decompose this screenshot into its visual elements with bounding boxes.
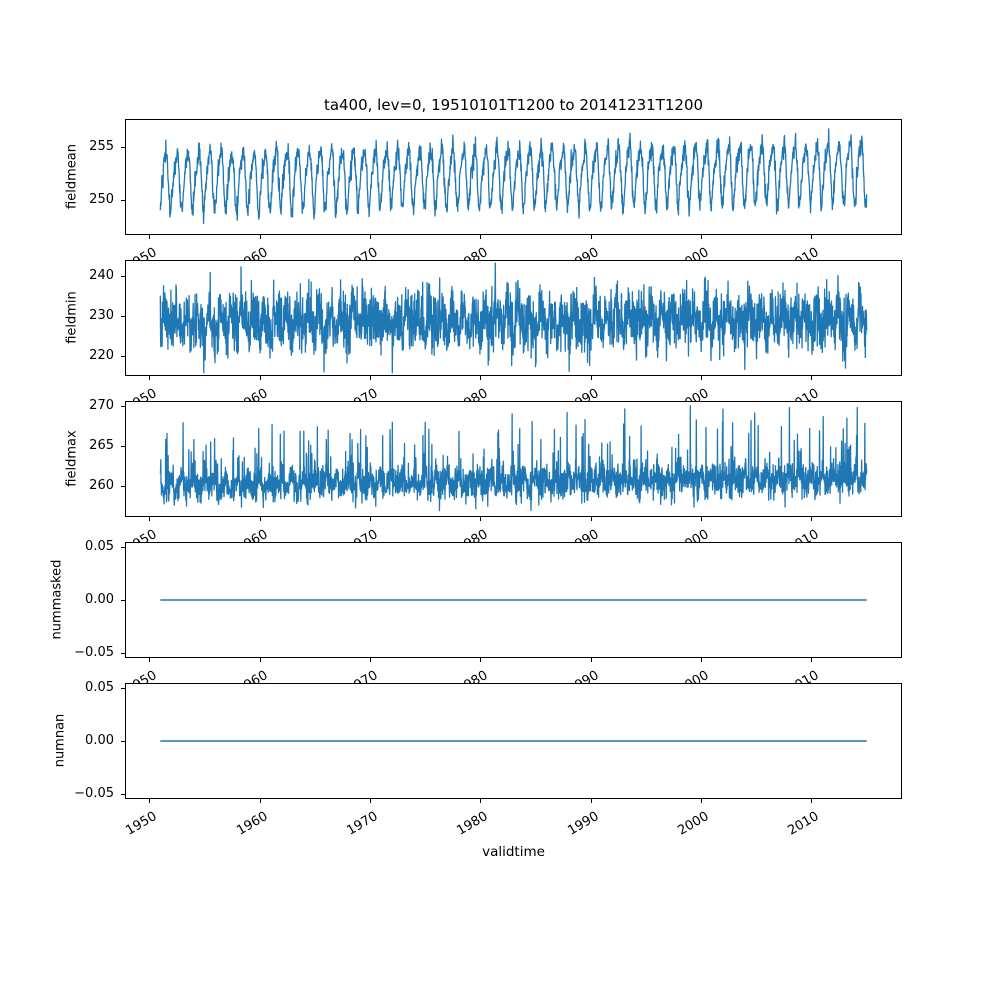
y-tick-mark xyxy=(121,406,125,407)
x-axis-title: validtime xyxy=(482,844,545,860)
x-tick-label: 1960 xyxy=(234,809,271,839)
y-tick-label: 0.00 xyxy=(85,592,114,607)
y-tick-mark xyxy=(121,547,125,548)
x-tick-mark xyxy=(811,517,812,521)
y-tick-label: 230 xyxy=(89,308,114,323)
x-tick-mark xyxy=(480,376,481,380)
x-tick-mark xyxy=(591,799,592,803)
y-tick-mark xyxy=(121,688,125,689)
x-tick-mark xyxy=(149,799,150,803)
x-tick-label: 1980 xyxy=(454,809,491,839)
x-tick-mark xyxy=(701,799,702,803)
y-tick-mark xyxy=(121,653,125,654)
x-tick-mark xyxy=(370,235,371,239)
x-tick-mark xyxy=(811,658,812,662)
y-tick-label: 255 xyxy=(89,139,114,154)
y-axis-label-fieldmean: fieldmean xyxy=(64,144,80,209)
y-tick-label: 0.00 xyxy=(85,733,114,748)
chart-title: ta400, lev=0, 19510101T1200 to 20141231T1200 xyxy=(323,96,704,114)
line-series-fieldmin xyxy=(126,261,901,375)
x-tick-mark xyxy=(591,235,592,239)
x-tick-mark xyxy=(370,517,371,521)
x-tick-mark xyxy=(701,517,702,521)
x-tick-mark xyxy=(260,517,261,521)
y-axis-label-fieldmin: fieldmin xyxy=(64,291,80,344)
subplot-nummasked xyxy=(125,542,902,658)
y-tick-label: −0.05 xyxy=(74,645,114,660)
subplot-fieldmean xyxy=(125,119,902,235)
x-tick-mark xyxy=(811,235,812,239)
y-tick-mark xyxy=(121,147,125,148)
y-tick-label: −0.05 xyxy=(74,786,114,801)
x-tick-mark xyxy=(260,658,261,662)
y-tick-label: 240 xyxy=(89,268,114,283)
y-axis-label-numnan: numnan xyxy=(52,713,68,768)
x-tick-mark xyxy=(370,658,371,662)
x-tick-mark xyxy=(701,235,702,239)
x-tick-mark xyxy=(591,658,592,662)
x-tick-mark xyxy=(370,376,371,380)
y-tick-label: 260 xyxy=(89,478,114,493)
y-tick-label: 220 xyxy=(89,348,114,363)
x-tick-mark xyxy=(370,799,371,803)
y-tick-label: 265 xyxy=(89,438,114,453)
x-tick-mark xyxy=(260,376,261,380)
y-tick-mark xyxy=(121,741,125,742)
y-tick-mark xyxy=(121,446,125,447)
x-tick-mark xyxy=(149,517,150,521)
x-tick-mark xyxy=(149,658,150,662)
y-tick-mark xyxy=(121,356,125,357)
y-tick-mark xyxy=(121,486,125,487)
x-tick-label: 1950 xyxy=(123,809,160,839)
y-tick-mark xyxy=(121,600,125,601)
x-tick-label: 1990 xyxy=(565,809,602,839)
x-tick-mark xyxy=(260,235,261,239)
x-tick-mark xyxy=(811,799,812,803)
subplot-fieldmin xyxy=(125,260,902,376)
x-tick-mark xyxy=(701,658,702,662)
x-tick-mark xyxy=(591,376,592,380)
line-series-numnan xyxy=(126,684,901,798)
y-tick-mark xyxy=(121,200,125,201)
y-tick-mark xyxy=(121,794,125,795)
y-tick-label: 270 xyxy=(89,398,114,413)
line-series-nummasked xyxy=(126,543,901,657)
x-tick-mark xyxy=(591,517,592,521)
y-tick-mark xyxy=(121,276,125,277)
y-tick-label: 0.05 xyxy=(85,680,114,695)
line-series-fieldmean xyxy=(126,120,901,234)
x-tick-mark xyxy=(480,517,481,521)
x-tick-mark xyxy=(149,235,150,239)
x-tick-mark xyxy=(480,658,481,662)
x-tick-label: 2000 xyxy=(675,809,712,839)
x-tick-mark xyxy=(811,376,812,380)
x-tick-mark xyxy=(480,799,481,803)
subplot-numnan xyxy=(125,683,902,799)
x-tick-label: 2010 xyxy=(785,809,822,839)
x-tick-label: 1970 xyxy=(344,809,381,839)
x-tick-mark xyxy=(260,799,261,803)
x-tick-mark xyxy=(149,376,150,380)
y-axis-label-nummasked: nummasked xyxy=(49,559,65,640)
x-tick-mark xyxy=(701,376,702,380)
subplot-fieldmax xyxy=(125,401,902,517)
y-tick-label: 250 xyxy=(89,192,114,207)
y-axis-label-fieldmax: fieldmax xyxy=(64,430,80,487)
x-tick-mark xyxy=(480,235,481,239)
y-tick-label: 0.05 xyxy=(85,539,114,554)
y-tick-mark xyxy=(121,316,125,317)
line-series-fieldmax xyxy=(126,402,901,516)
